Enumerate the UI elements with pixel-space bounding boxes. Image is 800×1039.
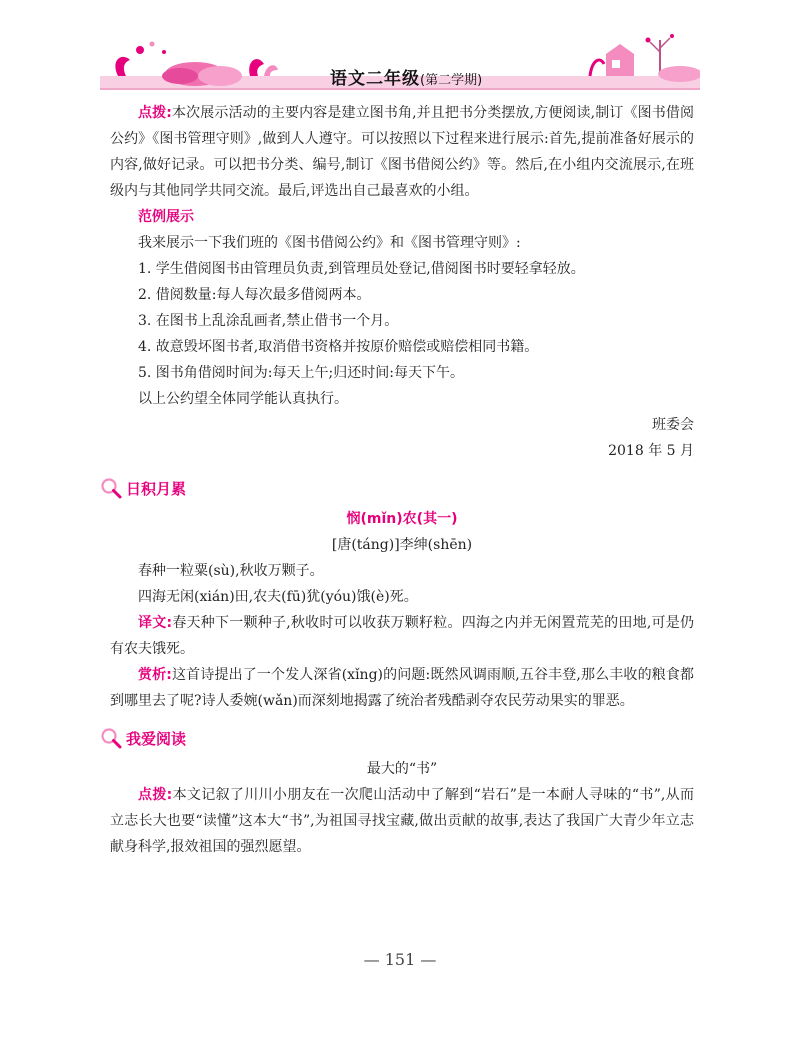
poem-title: 悯(mǐn)农(其一) bbox=[346, 511, 458, 527]
page-number: — 151 — bbox=[363, 950, 437, 969]
header-title bbox=[330, 64, 482, 89]
page-content bbox=[110, 100, 694, 860]
poem-author: [唐(táng)]李绅(shēn) bbox=[331, 537, 473, 553]
section-label: 我爱阅读 bbox=[126, 729, 187, 748]
dianbo-text: 本次展示活动的主要内容是建立图书角,并且把书分类摆放,方便阅读,制订《图书借阅公约》《图书管理守则》,做到人人遵守。可以按照以下过程来进行展示:首先,提前准备好展示的内容,做好记录。可以把书分类、编号,制订《图书借阅公约》等。然后,在小组内交流展示,在班级内与其他同学共同交流。最后,评选出自己最喜欢的小组。 bbox=[110, 105, 694, 199]
translation-text: 春天种下一颗种子,秋收时可以收获万颗籽粒。四海之内并无闲置荒芜的田地,可是仍有农夫饿死。 bbox=[110, 615, 694, 657]
book-subtitle: (第二学期) bbox=[420, 73, 483, 88]
appreciation-text: 这首诗提出了一个发人深省(xǐng)的问题:既然风调雨顺,五谷丰登,那么丰收的粮食都到哪里去了呢?诗人委婉(wǎn)而深刻地揭露了统治者残酷剥夺农民劳动果实的罪恶。 bbox=[110, 667, 694, 709]
poem-line: 春种一粒粟(sù),秋收万颗子。 bbox=[138, 563, 324, 579]
book-title: 语文二年级 bbox=[330, 69, 420, 89]
rule-item: 4. 故意毁坏图书者,取消借书资格并按原价赔偿或赔偿相同书籍。 bbox=[138, 339, 539, 355]
example-closing: 以上公约望全体同学能认真执行。 bbox=[138, 391, 348, 407]
example-intro: 我来展示一下我们班的《图书借阅公约》和《图书管理守则》: bbox=[138, 235, 521, 251]
date: 2018 年 5 月 bbox=[608, 443, 694, 459]
rule-item: 2. 借阅数量:每人每次最多借阅两本。 bbox=[138, 287, 371, 303]
section-header-yuedu bbox=[100, 724, 694, 752]
dianbo-paragraph bbox=[110, 100, 694, 204]
translation-label: 译文: bbox=[138, 615, 173, 631]
section-header-riji bbox=[100, 474, 694, 502]
poem-line: 四海无闲(xián)田,农夫(fū)犹(yóu)饿(è)死。 bbox=[138, 589, 418, 605]
rule-item: 1. 学生借阅图书由管理员负责,到管理员处登记,借阅图书时要轻拿轻放。 bbox=[138, 261, 585, 277]
dianbo-label: 点拨: bbox=[138, 105, 172, 121]
translation-paragraph bbox=[110, 610, 694, 662]
example-heading: 范例展示 bbox=[138, 209, 194, 225]
reading-dianbo-paragraph bbox=[110, 782, 694, 860]
appreciation-paragraph bbox=[110, 662, 694, 714]
reading-title: 最大的“书” bbox=[366, 761, 438, 777]
rule-item: 3. 在图书上乱涂乱画者,禁止借书一个月。 bbox=[138, 313, 399, 329]
rule-item: 5. 图书角借阅时间为:每天上午;归还时间:每天下午。 bbox=[138, 365, 464, 381]
dianbo-label: 点拨: bbox=[138, 787, 173, 803]
page-header bbox=[100, 30, 700, 98]
magnifier-icon bbox=[100, 477, 122, 499]
appreciation-label: 赏析: bbox=[138, 667, 172, 683]
section-label: 日积月累 bbox=[126, 479, 187, 498]
dianbo-text: 本文记叙了川川小朋友在一次爬山活动中了解到“岩石”是一本耐人寻味的“书”,从而立志长大也要“读懂”这本大“书”,为祖国寻找宝藏,做出贡献的故事,表达了我国广大青少年立志献身科学,报效祖国的强烈愿望。 bbox=[110, 787, 694, 855]
magnifier-icon bbox=[100, 727, 122, 749]
signature: 班委会 bbox=[652, 417, 694, 433]
leaf-icon bbox=[115, 57, 130, 76]
